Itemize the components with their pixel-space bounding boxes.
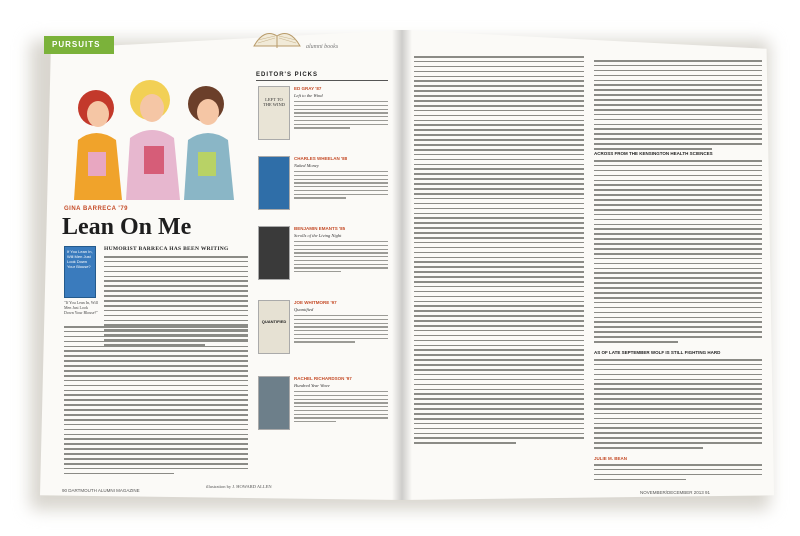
pick-name-1: ED GRAY '87 [294, 86, 322, 91]
illustration-credit: illustration by J. HOWARD ALLEN [206, 484, 272, 489]
pick-cover-2 [258, 156, 290, 210]
right-body-column-2b [594, 160, 762, 346]
folio-left: 90 DARTMOUTH ALUMNI MAGAZINE [62, 488, 140, 493]
pick-title-1: Left to the Wind [294, 93, 323, 98]
author-note-text [594, 464, 762, 484]
pick-name-2: CHARLES WHEELAN '88 [294, 156, 348, 161]
pick-cover-5 [258, 376, 290, 430]
right-body-column-2c [594, 359, 762, 452]
folio-right: NOVEMBER/DECEMBER 2013 91 [640, 490, 711, 495]
women-illustration [60, 60, 250, 200]
pick-cover-3 [258, 226, 290, 280]
book-cover [64, 246, 96, 298]
pick-title-2: Naked Money [294, 163, 319, 168]
section-kicker: alumni books [306, 44, 339, 50]
pick-name-4: JOE WHITMORE '97 [294, 300, 337, 305]
pick-title-4: Quantified [294, 307, 314, 312]
pick-blurb-5 [294, 391, 388, 425]
article-headline: Lean On Me [62, 214, 192, 240]
editors-picks-heading: EDITOR'S PICKS [256, 72, 318, 78]
right-body-column-2a [594, 60, 762, 153]
pick-blurb-1 [294, 101, 388, 131]
editors-picks-rule [256, 80, 388, 81]
pick-cover-4 [258, 300, 290, 354]
pick-blurb-2 [294, 171, 388, 201]
open-book-icon [252, 26, 302, 50]
author-note-name: JULIE M. BEAN [594, 456, 628, 461]
pick-blurb-3 [294, 241, 388, 275]
pick-title-5: Hundred Year Wave [294, 383, 330, 388]
pick-cover-4-title: QUANTIFIED [261, 319, 287, 324]
article-body-column-2 [64, 326, 248, 478]
right-subhead-2: AS OF LATE SEPTEMBER WOLF IS STILL FIGHTING HARD [594, 350, 721, 355]
book-caption: "If You Lean In, Will Men Just Look Down Your Blouse?" [64, 300, 98, 315]
pick-blurb-4 [294, 315, 388, 345]
pick-title-3: Scrolls of the Living Night [294, 233, 342, 238]
section-tab: PURSUITS [44, 36, 114, 54]
pick-name-5: RACHEL RICHARDSON '97 [294, 376, 352, 381]
book-cover-title: If You Lean In, Will Men Just Look Down Your Blouse? [67, 249, 93, 269]
pick-name-3: BENJAMIN EMANTS '85 [294, 226, 346, 231]
article-author: GINA BARRECA '79 [64, 206, 128, 212]
right-subhead-1: ACROSS FROM THE KENSINGTON HEALTH SCIENCES [594, 151, 713, 156]
pick-cover-1-title: LEFT TO THE WIND [262, 97, 286, 107]
pick-cover-1 [258, 86, 290, 140]
article-lead-in: HUMORIST BARRECA HAS BEEN WRITING [104, 246, 229, 252]
right-body-column-1 [414, 56, 584, 447]
spine-gutter [392, 30, 412, 500]
